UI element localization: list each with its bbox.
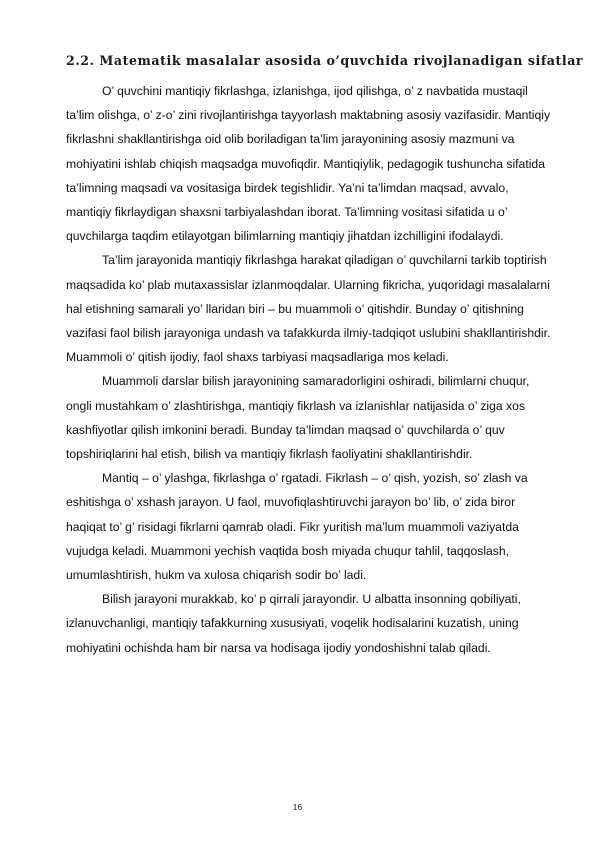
paragraph: Ta’lim jarayonida mantiqiy fikrlashga harakat qiladigan o’ quvchilarni tarkib toptirish maqsadida ko’ plab mutaxassislar izlanmoqdalar. Ularning fikricha, yuqoridagi masalalarni hal etishning samarali yo’ llaridan biri – bu muammoli o’ qitishdir. Bunday o’ qitishning vazifasi faol bilish jarayoniga undash va tafakkurda ilmiy-tadqiqot uslubini shakllantirishdir. Muammoli o’ qitish ijodiy, faol shaxs tarbiyasi maqsadlariga mos keladi. bbox=[66, 253, 551, 365]
paragraph: Bilish jarayoni murakkab, ko’ p qirrali jarayondir. U albatta insonning qobiliyati, izlanuvchanligi, mantiqiy tafakkurning xususiyati, voqelik hodisalarini kuzatish, uning mohiyatini ochishda ham bir narsa va hodisaga ijodiy yondoshishni talab qiladi. bbox=[66, 592, 521, 655]
paragraph: O’ quvchini mantiqiy fikrlashga, izlanishga, ijod qilishga, o’ z navbatida mustaqil ta’lim olishga, o’ z-o’ zini rivojlantirishga tayyorlash maktabning asosiy vazifasidir. Mantiqiy fikrlashni shakllantirishga oid olib boriladigan ta’lim jarayonining asosiy mazmuni va mohiyatini ishlab chiqish maqsadga muvofiqdir. Mantiqiylik, pedagogik tushuncha sifatida ta’limning maqsadi va vositasiga birdek tegishlidir. Ya’ni ta’limdan maqsad, avvalo, mantiqiy fikrlaydigan shaxsni tarbiyalashdan iborat. Ta’limning vositasi sifatida u o’ quvchilarga taqdim etilayotgan bilimlarning mantiqiy jihatdan izchilligini ifodalaydi. bbox=[66, 84, 551, 244]
paragraph: Mantiq – o’ ylashga, fikrlashga o’ rgatadi. Fikrlash – o’ qish, yozish, so’ zlash va eshitishga o’ xshash jarayon. U faol, muvofiqlashtiruvchi jarayon bo’ lib, o’ zida biror haqiqat to’ g’ risidagi fikrlarni qamrab oladi. Fikr yuritish ma’lum muammoli vaziyatda vujudga keladi. Muammoni yechish vaqtida bosh miyada chuqur tahlil, taqqoslash, umumlashtirish, hukm va xulosa chiqarish sodir bo’ ladi. bbox=[66, 471, 528, 583]
body-text bbox=[66, 79, 552, 660]
paragraph: Muammoli darslar bilish jarayonining samaradorligini oshiradi, bilimlarni chuqur, ongli mustahkam o’ zlashtirishga, mantiqiy fikrlash va izlanishlar natijasida o’ ziga xos kashfiyotlar qilish imkonini beradi. Bunday ta’limdan maqsad o’ quvchilarda o’ quv topshiriqlarini hal etish, bilish va mantiqiy fikrlash faoliyatini shakllantirishdir. bbox=[66, 374, 530, 462]
page-number: 16 bbox=[292, 802, 303, 812]
section-heading: 2.2. Matematik masalalar asosida o’quvchida rivojlanadigan sifatlar bbox=[66, 53, 584, 68]
